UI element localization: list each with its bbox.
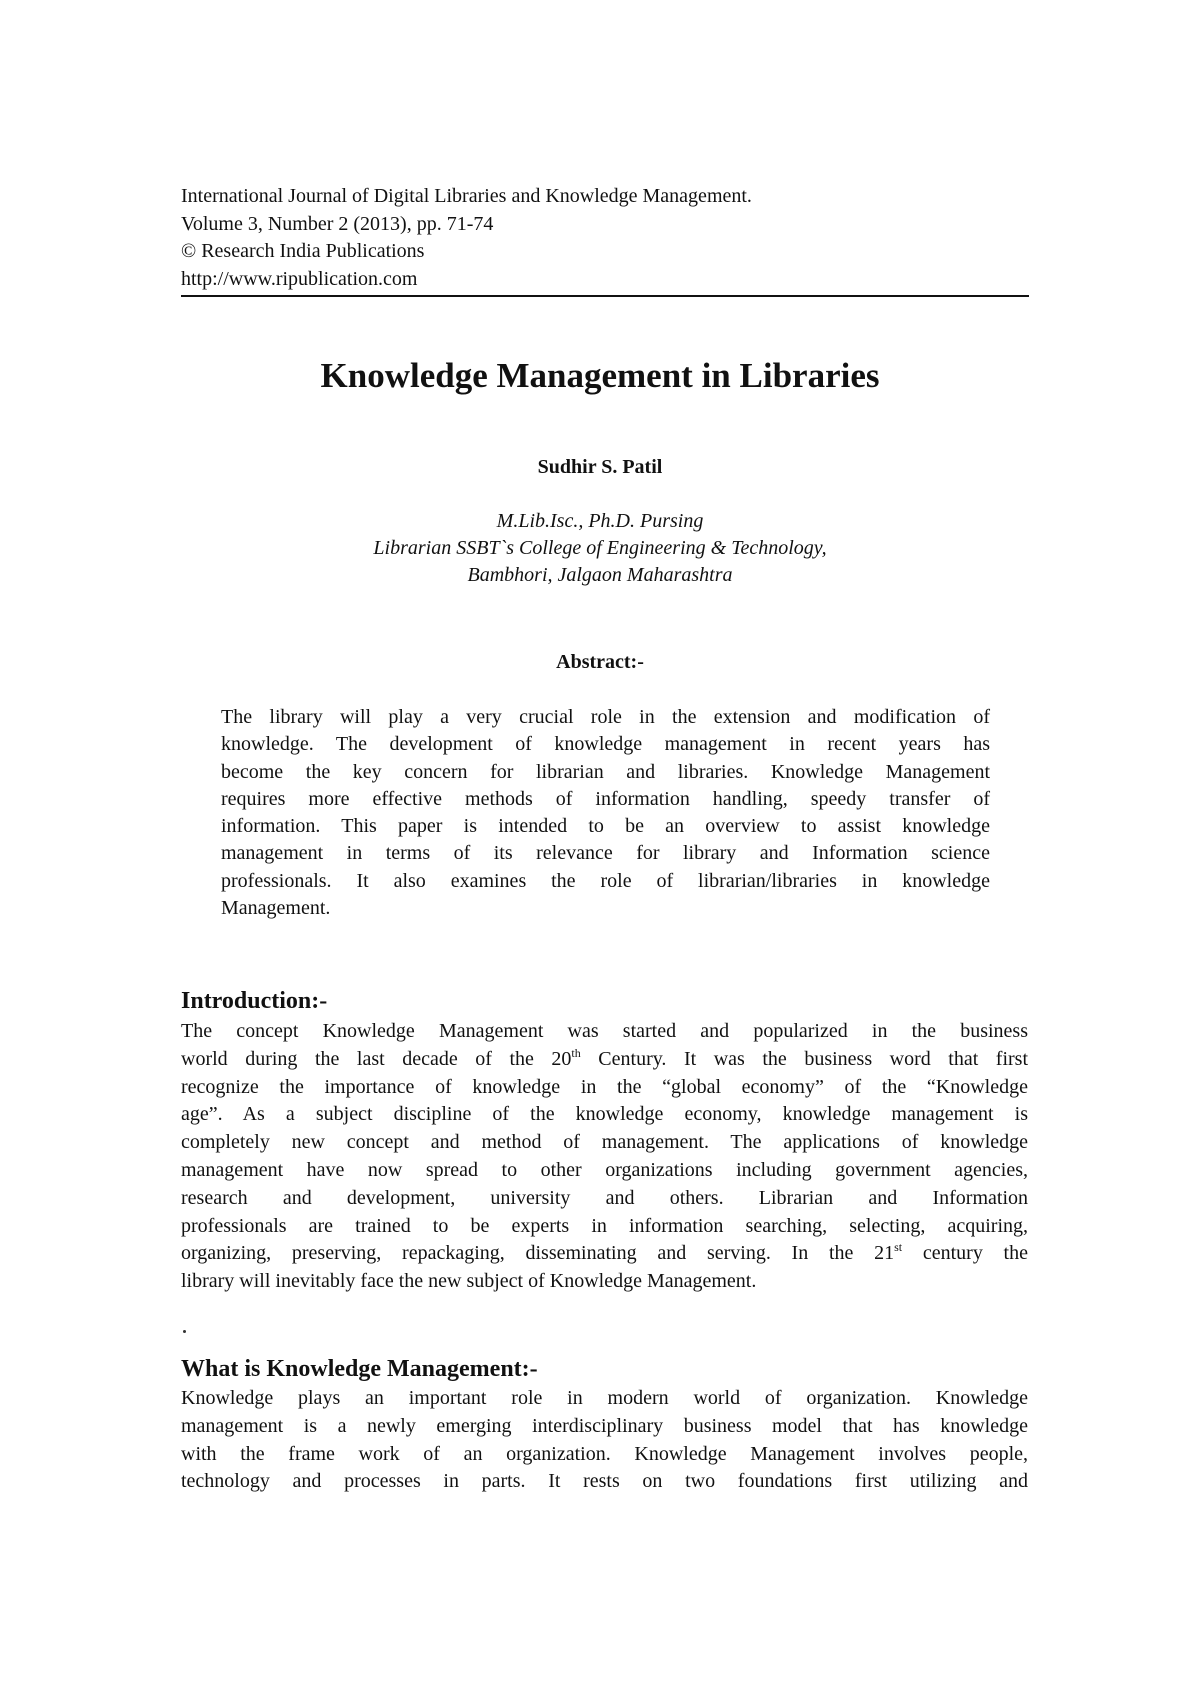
intro-line: recognize the importance of knowledge in the “global economy” of the “Knowledge [181,1075,1028,1098]
km-line: technology and processes in parts. It rests on two foundations first utilizing and [181,1470,1028,1493]
km-line: with the frame work of an organization. Knowledge Management involves people, [181,1442,1028,1465]
intro-line: professionals are trained to be experts in information searching, selecting, acquiring, [181,1214,1028,1237]
intro-line: management have now spread to other organizations including government agencies, [181,1158,1028,1181]
intro-line: library will inevitably face the new subject of Knowledge Management. [181,1270,757,1293]
abstract-line: The library will play a very crucial role in the extension and modification of [221,706,990,728]
affiliation-line: Bambhori, Jalgaon Maharashtra [467,564,733,586]
author-name: Sudhir S. Patil [537,456,663,478]
intro-line [181,1046,1028,1074]
intro-line: research and development, university and others. Librarian and Information [181,1186,1028,1209]
what-is-km-body [181,1385,1028,1496]
intro-line: age”. As a subject discipline of the knowledge economy, knowledge management is [181,1103,1028,1126]
km-line: Knowledge plays an important role in modern world of organization. Knowledge [181,1387,1028,1409]
stray-dot [183,1330,186,1333]
intro-line: completely new concept and method of management. The applications of knowledge [181,1131,1028,1154]
abstract-line: professionals. It also examines the role of librarian/libraries in knowledge [221,869,990,892]
ordinal-suffix: th [571,1045,581,1060]
intro-text: Century. It was the business word that first [580,1047,1029,1070]
what-is-km-heading: What is Knowledge Management:- [181,1356,538,1382]
journal-header [181,183,1029,293]
introduction-body [181,1018,1028,1296]
journal-name: International Journal of Digital Libraries and Knowledge Management. [181,185,752,207]
journal-publisher: © Research India Publications [181,240,425,262]
abstract-line: requires more effective methods of information handling, speedy transfer of [221,787,990,810]
intro-line: The concept Knowledge Management was started and popularized in the business [181,1020,1028,1042]
abstract-line: Management. [221,897,331,920]
affiliation-line: Librarian SSBT`s College of Engineering & Technology, [373,537,827,559]
paper-title: Knowledge Management in Libraries [320,356,880,395]
affiliation-line: M.Lib.Isc., Ph.D. Pursing [496,510,704,532]
abstract-line: information. This paper is intended to be an overview to assist knowledge [221,815,990,838]
abstract-line: become the key concern for librarian and libraries. Knowledge Management [221,760,990,783]
abstract-body [221,704,990,922]
author-affiliation [0,508,1200,589]
ordinal-suffix: st [894,1240,903,1255]
intro-text: world during the last decade of the 20 [181,1047,572,1070]
header-divider [181,295,1029,297]
intro-text: century the [902,1242,1028,1265]
journal-url: http://www.ripublication.com [181,267,418,290]
abstract-line: knowledge. The development of knowledge management in recent years has [221,733,990,756]
intro-text: organizing, preserving, repackaging, disseminating and serving. In the 21 [181,1242,895,1265]
abstract-line: management in terms of its relevance for library and Information science [221,842,990,865]
introduction-heading: Introduction:- [181,988,328,1014]
abstract-heading: Abstract:- [556,651,644,673]
intro-line [181,1240,1028,1268]
km-line: management is a newly emerging interdisciplinary business model that has knowledge [181,1414,1028,1437]
journal-volume: Volume 3, Number 2 (2013), pp. 71-74 [181,212,494,235]
